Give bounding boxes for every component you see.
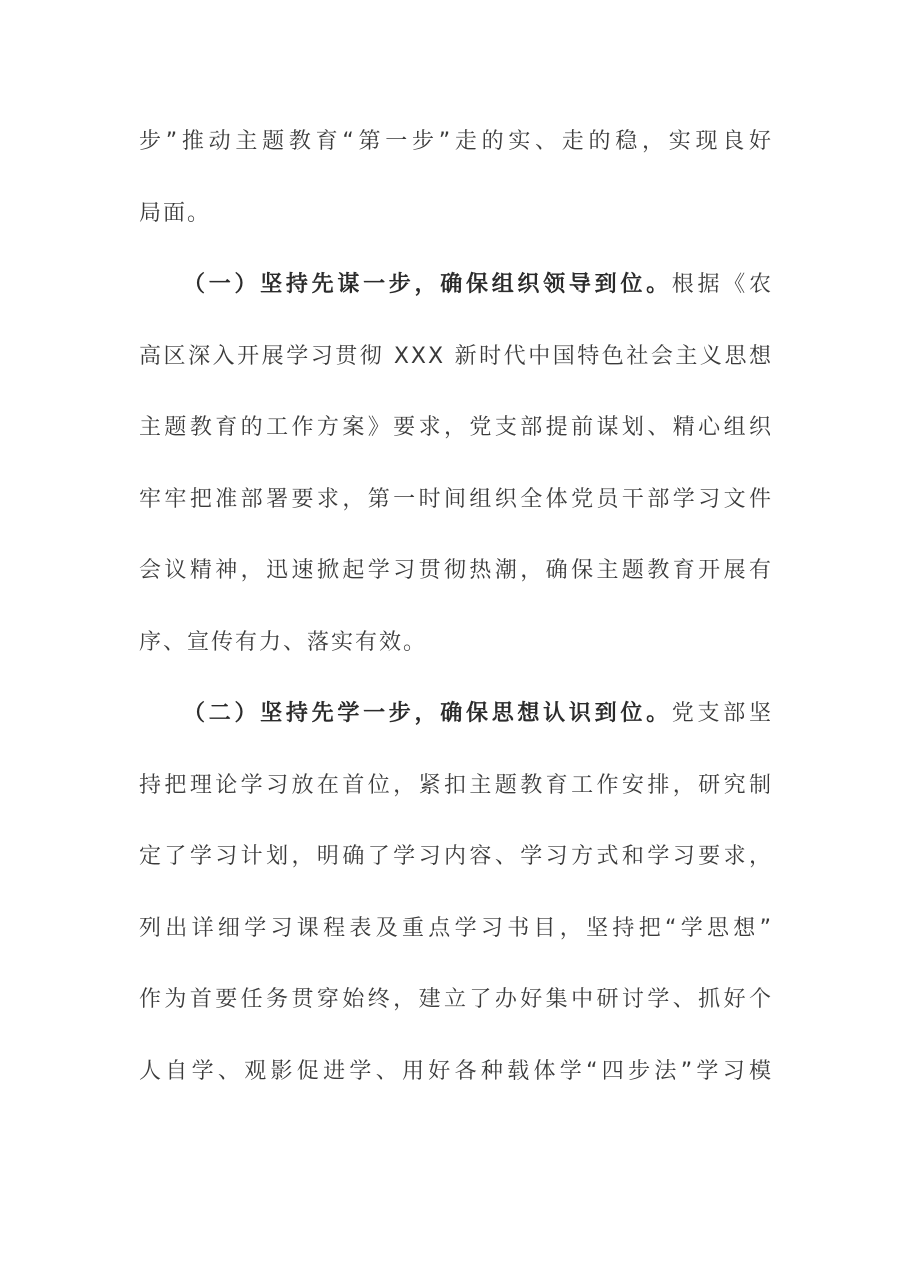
paragraph-line: 持把理论学习放在首位，紧扣主题教育工作安排，研究制 xyxy=(139,772,773,798)
paragraph-line: 作为首要任务贯穿始终，建立了办好集中研讨学、抓好个 xyxy=(139,987,773,1012)
section-heading-2: （二）坚持先学一步，确保思想认识到位。 xyxy=(183,701,672,726)
paragraph-line: 人自学、观影促进学、用好各种载体学“四步法”学习模 xyxy=(139,1058,773,1084)
paragraph-line: 序、宣传有力、落实有效。 xyxy=(139,629,428,655)
paragraph-line: 牢牢把准部署要求，第一时间组织全体党员干部学习文件 xyxy=(139,486,773,512)
document-body xyxy=(139,117,773,1118)
paragraph-line: 步”推动主题教育“第一步”走的实、走的稳，实现良好 xyxy=(139,129,773,154)
section-heading-line xyxy=(139,260,773,332)
paragraph-line: 会议精神，迅速掀起学习贯彻热潮，确保主题教育开展有 xyxy=(139,558,773,583)
paragraph-text: 根据《农 xyxy=(671,272,773,297)
paragraph-line: 高区深入开展学习贯彻 XXX 新时代中国特色社会主义思想 xyxy=(139,343,773,369)
paragraph-line: 主题教育的工作方案》要求，党支部提前谋划、精心组织 xyxy=(139,415,773,440)
paragraph-line: 局面。 xyxy=(139,200,212,226)
section-heading-1: （一）坚持先谋一步，确保组织领导到位。 xyxy=(183,272,672,297)
paragraph-text: 党支部坚 xyxy=(671,701,773,726)
paragraph-line: 列出详细学习课程表及重点学习书目，坚持把“学思想” xyxy=(139,915,773,941)
section-heading-line xyxy=(139,689,773,761)
paragraph-line: 定了学习计划，明确了学习内容、学习方式和学习要求， xyxy=(139,844,773,869)
